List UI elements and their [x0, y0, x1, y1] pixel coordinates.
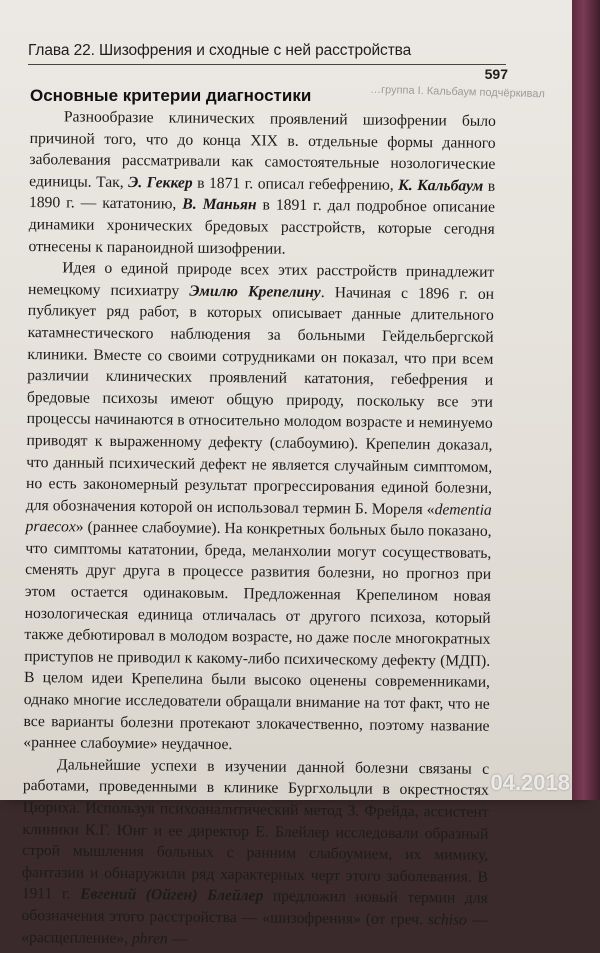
text-run: — «расщепление»,: [21, 911, 488, 947]
emphasis-text: В. Маньян: [182, 195, 257, 214]
text-run: предложил новый термин для обозначения этого расстройства — «шизофрения» (от греч.: [21, 887, 488, 929]
emphasis-text: К. Кальбаум: [398, 176, 484, 195]
text-run: Дальнейшие успехи в изучении данной болезни связаны с работами, проведенными в клинике Бургхольцли в окрестностях Цюриха. Используя психоаналитический метод З. Фрейда, ассистент клиники К.Г. Юнг и ее директор Е. Блейлер исследовали образный строй мышления больных с ранним слабоумием, их мимику, фантазии и обнаружили ряд характерных черт этого заболевания. В 1911 г.: [21, 756, 490, 903]
text-run: . Начиная с 1896 г. он публикует ряд работ, в которых описывает данные длительного катамнестического наблюдения за больными Гейдельбергской клиники. Вместе со своими сотрудниками он показал, что при всем различии клинических проявлений кататония, гебефрения и бредовые психозы имеют общую природу, поскольку все эти процессы начинаются в относительно молодом возрасте и неминуемо приводят к выраженному дефекту (слабоумию). Крепелин доказал, что данный психический дефект не является случайным симптомом, но есть закономерный результат прогрессирования единой болезни, для обозначения которой он использовал термин Б. Мореля «: [25, 283, 495, 518]
running-header: [28, 38, 508, 82]
paragraph: [21, 754, 489, 953]
chapter-title: Глава 22. Шизофрения и сходные с ней расстройства: [28, 42, 412, 59]
emphasis-text: Эмилю Крепелину: [189, 282, 321, 301]
emphasis-text: dementia praecox: [25, 500, 492, 536]
page-number: 597: [484, 66, 508, 82]
emphasis-text: Евгений (Ойген) Блейлер: [80, 885, 264, 905]
text-run: Идея о единой природе всех этих расстройств принадлежит немецкому психиатру: [27, 259, 495, 300]
paragraph: [23, 257, 494, 759]
header-rule: [28, 64, 506, 65]
show-through-text: …группа I. Кальбаум подчёркивал: [369, 83, 546, 101]
date-watermark: 04.2018: [490, 770, 570, 795]
book-edge: [572, 0, 600, 800]
text-run: —: [167, 930, 188, 948]
text-run: в 1890 г. — кататонию,: [28, 177, 496, 213]
emphasis-text: Э. Геккер: [128, 173, 193, 192]
text-run: в 1891 г. дал подробное описание динамики хронических бредовых расстройств, которые сегодня отнесены к параноидной шизофрении.: [28, 196, 496, 258]
text-run: Разнообразие клинических проявлений шизофрении было причиной того, что до конца XIX в. отдельные формы данного заболевания рассматривали как самостоятельные нозологические единицы. Так,: [29, 108, 496, 191]
section-heading: Основные критерии диагностики: [30, 86, 312, 105]
body-text: [21, 106, 496, 953]
emphasis-text: phren: [131, 929, 168, 948]
text-run: » (раннее слабоумие). На конкретных больных было показано, что симптомы кататонии, бреда, меланхолии могут сосуществовать, сменять друг друга в процессе развития болезни, но прогноз при этом остается одинаковым. Предложенная Крепелином новая нозологическая единица отличалась от другого психоза, который также дебютировал в молодом возрасте, но даже после многократных приступов не приводил к какому-либо психическому дефекту (МДП). В целом идеи Крепелина были высоко оценены современниками, однако многие исследователи обращали внимание на тот факт, что не все варианты болезни протекают злокачественно, поэтому название «раннее слабоумие» неудачное.: [23, 518, 492, 754]
paragraph: [28, 106, 496, 262]
emphasis-text: schiso: [427, 911, 467, 929]
text-run: в 1871 г. описал гебефрению,: [192, 174, 399, 194]
